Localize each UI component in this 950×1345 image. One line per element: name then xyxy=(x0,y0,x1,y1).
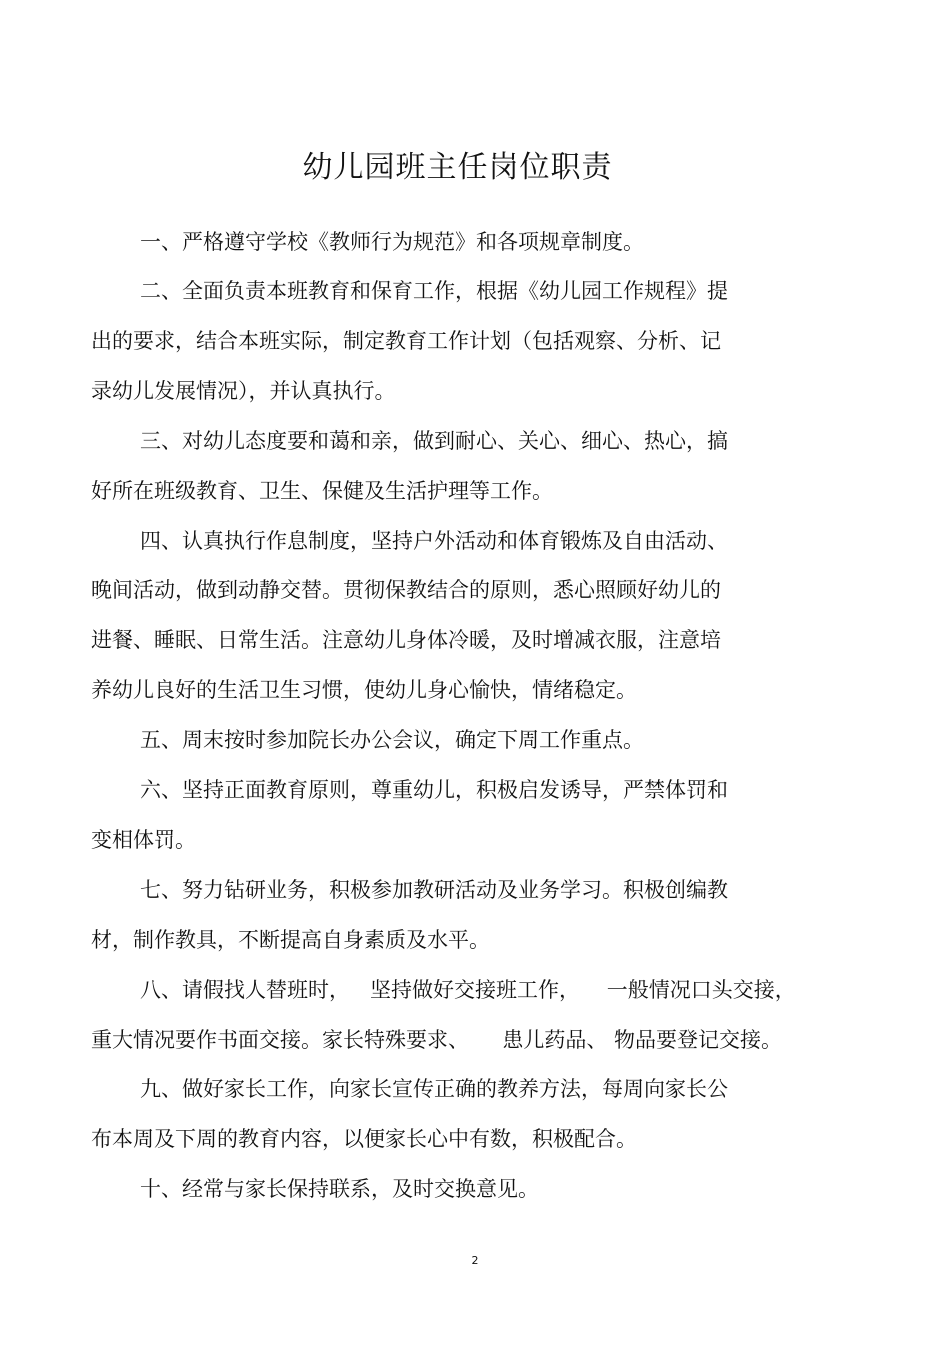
page-number: 2 xyxy=(471,1254,479,1267)
paragraph-4-line-4: 养幼儿良好的生活卫生习惯，使幼儿身心愉快，情绪稳定。 xyxy=(91,678,637,702)
paragraph-3-line-2: 好所在班级教育、卫生、保健及生活护理等工作。 xyxy=(91,479,553,503)
paragraph-3-line-1: 三、对幼儿态度要和蔼和亲，做到耐心、关心、细心、热心，搞 xyxy=(140,429,728,453)
paragraph-9-line-2: 布本周及下周的教育内容，以便家长心中有数，积极配合。 xyxy=(91,1127,637,1151)
paragraph-7-line-1: 七、努力钻研业务，积极参加教研活动及业务学习。积极创编教 xyxy=(140,878,728,902)
paragraph-8-line-1: 八、请假找人替班时， 坚持做好交接班工作， 一般情况口头交接， xyxy=(140,978,796,1002)
paragraph-9-line-1: 九、做好家长工作，向家长宣传正确的教养方法，每周向家长公 xyxy=(140,1077,728,1101)
paragraph-2-line-1: 二、全面负责本班教育和保育工作，根据《幼儿园工作规程》提 xyxy=(140,279,728,303)
paragraph-4-line-1: 四、认真执行作息制度，坚持户外活动和体育锻炼及自由活动、 xyxy=(140,529,728,553)
paragraph-5-line-1: 五、周末按时参加院长办公会议，确定下周工作重点。 xyxy=(140,728,644,752)
paragraph-7-line-2: 材，制作教具，不断提高自身素质及水平。 xyxy=(91,928,490,952)
paragraph-8-line-2: 重大情况要作书面交接。家长特殊要求、 患儿药品、 物品要登记交接。 xyxy=(91,1028,783,1052)
paragraph-6-line-1: 六、坚持正面教育原则，尊重幼儿，积极启发诱导，严禁体罚和 xyxy=(140,778,728,802)
paragraph-4-line-3: 进餐、睡眠、日常生活。注意幼儿身体冷暖，及时增减衣服，注意培 xyxy=(91,628,721,652)
paragraph-2-line-2: 出的要求，结合本班实际，制定教育工作计划（包括观察、分析、记 xyxy=(91,329,721,353)
document-title: 幼儿园班主任岗位职责 xyxy=(302,150,613,185)
paragraph-2-line-3: 录幼儿发展情况），并认真执行。 xyxy=(91,379,396,403)
paragraph-1-line-1: 一、严格遵守学校《教师行为规范》和各项规章制度。 xyxy=(140,230,644,254)
paragraph-6-line-2: 变相体罚。 xyxy=(91,828,196,852)
paragraph-10-line-1: 十、经常与家长保持联系，及时交换意见。 xyxy=(140,1177,539,1201)
paragraph-4-line-2: 晚间活动，做到动静交替。贯彻保教结合的原则，悉心照顾好幼儿的 xyxy=(91,578,721,602)
